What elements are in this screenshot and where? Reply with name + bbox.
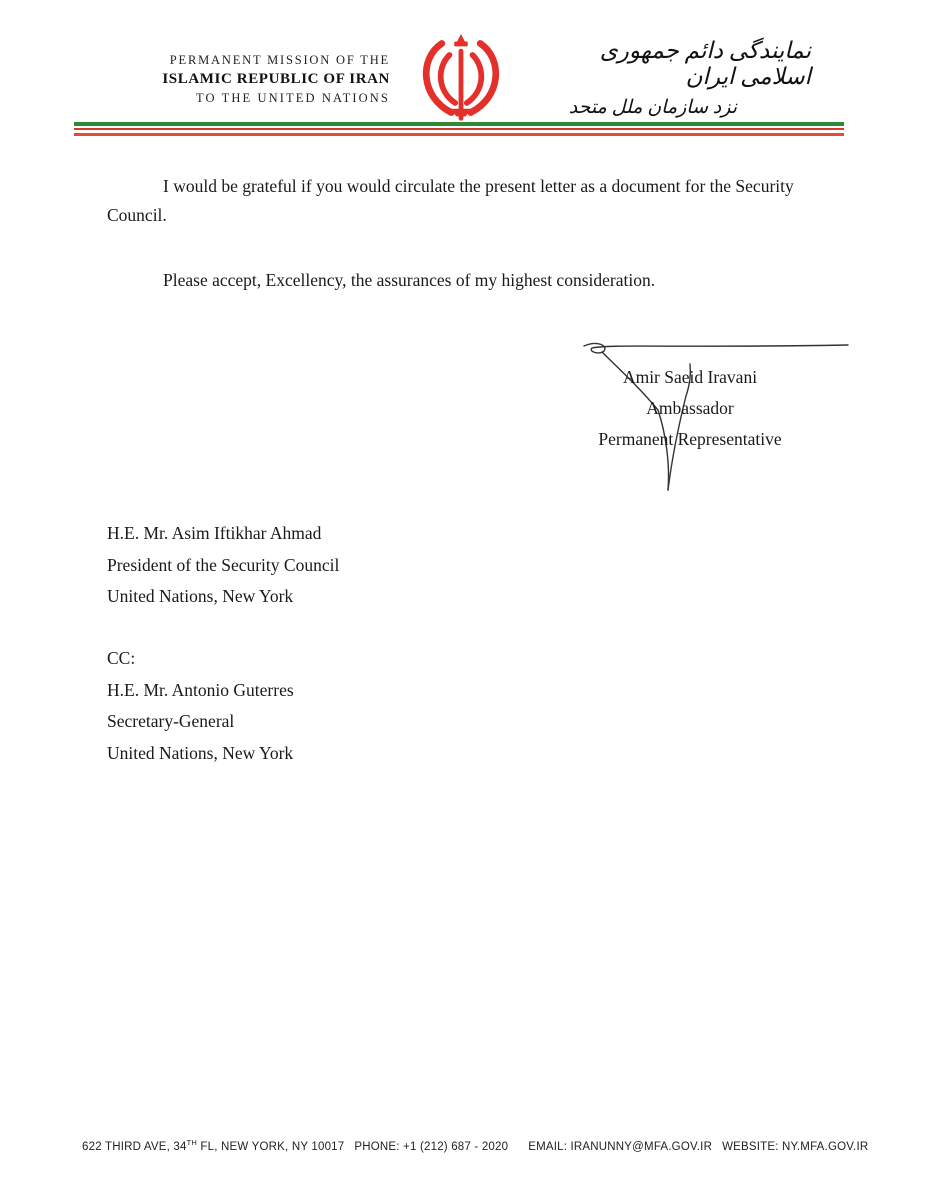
cc-line-1: H.E. Mr. Antonio Guterres xyxy=(107,679,294,700)
cc-label: CC: xyxy=(107,648,136,668)
persian-line-2: نزد سازمان ملل متحد xyxy=(568,97,737,118)
persian-line-1: نمایندگی دائم جمهوری اسلامی ایران xyxy=(599,38,811,89)
footer-website: WEBSITE: NY.MFA.GOV.IR xyxy=(722,1140,869,1153)
letterhead-line-3: TO THE UNITED NATIONS xyxy=(196,90,390,105)
emblem-of-iran-icon xyxy=(413,30,509,126)
signature-block xyxy=(560,362,820,455)
letterhead-line-1: PERMANENT MISSION OF THE xyxy=(169,53,390,67)
footer-address-prefix: 622 THIRD AVE, 34 xyxy=(82,1140,187,1153)
footer-phone: PHONE: +1 (212) 687 - 2020 xyxy=(354,1140,509,1153)
letterhead-persian xyxy=(555,38,811,119)
body-paragraph-2: Please accept, Excellency, the assurances of my highest consideration. xyxy=(163,270,656,290)
letterhead-red-band xyxy=(74,128,844,130)
letterhead-red-band-lower xyxy=(74,133,844,136)
footer-email: EMAIL: IRANUNNY@MFA.GOV.IR xyxy=(528,1140,713,1153)
addressee-line-1: H.E. Mr. Asim Iftikhar Ahmad xyxy=(107,523,322,543)
footer-address-sup: TH xyxy=(186,1138,198,1147)
cc-line-3: United Nations, New York xyxy=(107,742,294,763)
letterhead-english xyxy=(60,54,390,104)
signatory-name: Amir Saeid Iravani xyxy=(622,367,758,387)
letterhead-line-2: ISLAMIC REPUBLIC OF IRAN xyxy=(162,70,390,87)
signatory-title: Ambassador xyxy=(646,398,734,418)
signatory-role: Permanent Representative xyxy=(598,429,782,449)
letterhead-green-band xyxy=(74,122,844,126)
addressee-line-2: President of the Security Council xyxy=(107,554,340,575)
body-paragraph-1: I would be grateful if you would circulate the present letter as a document for the Security Council. xyxy=(107,176,794,225)
addressee-line-3: United Nations, New York xyxy=(107,586,294,606)
addressee-block xyxy=(107,518,339,613)
cc-block xyxy=(107,643,294,769)
footer-address-suffix: FL, NEW YORK, NY 10017 xyxy=(197,1140,345,1153)
footer-contact xyxy=(82,1138,868,1153)
cc-line-2: Secretary-General xyxy=(107,711,235,731)
